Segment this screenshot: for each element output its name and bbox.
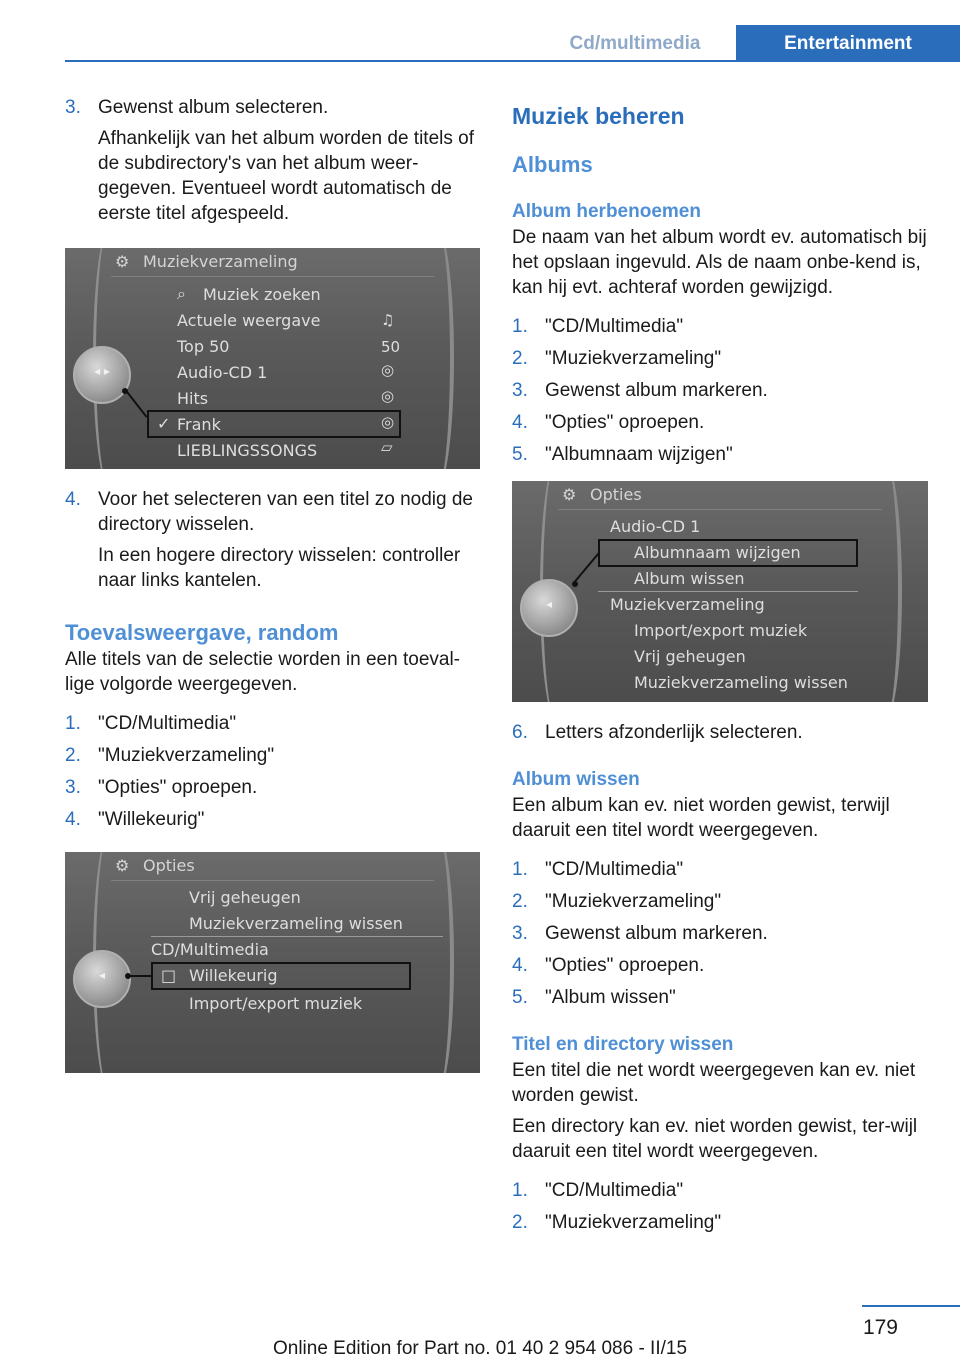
step-text: "Muziekverzameling" bbox=[545, 891, 722, 912]
step-number: 1. bbox=[512, 316, 528, 337]
screen-muziekverzameling bbox=[65, 248, 480, 469]
step-item bbox=[512, 921, 932, 946]
screen-item: LIEBLINGSSONGS bbox=[177, 441, 318, 460]
screen-item: Muziekverzameling bbox=[610, 595, 765, 614]
cd-icon: ◎ bbox=[381, 361, 395, 379]
step-number: 2. bbox=[512, 1212, 528, 1233]
options-icon: ⚙ bbox=[562, 485, 577, 504]
step-item bbox=[65, 743, 480, 768]
screen-item: Vrij geheugen bbox=[189, 888, 301, 907]
step-number: 4. bbox=[65, 809, 81, 830]
screen-item: Audio-CD 1 bbox=[610, 517, 701, 536]
step-item bbox=[65, 775, 480, 800]
step-text: "Opties" oproepen. bbox=[545, 412, 705, 433]
screen-opties-random bbox=[65, 852, 480, 1073]
step-text: "CD/Multimedia" bbox=[98, 713, 237, 734]
step-number: 2. bbox=[65, 745, 81, 766]
screen-item: Vrij geheugen bbox=[634, 647, 746, 666]
screen-title: Opties bbox=[590, 485, 642, 504]
step-item bbox=[65, 807, 480, 832]
step-number: 3. bbox=[512, 923, 528, 944]
step-text: "Opties" oproepen. bbox=[98, 777, 258, 798]
step-number: 1. bbox=[512, 859, 528, 880]
step-number: 4. bbox=[512, 955, 528, 976]
chapter-heading: Muziek beheren bbox=[512, 103, 685, 129]
screen-item: Import/export muziek bbox=[634, 621, 808, 640]
step-number: 5. bbox=[512, 444, 528, 465]
step-number: 3. bbox=[65, 777, 81, 798]
step-item bbox=[512, 985, 932, 1010]
step-item bbox=[512, 378, 932, 403]
step-item bbox=[512, 953, 932, 978]
step-text: Gewenst album markeren. bbox=[545, 923, 768, 944]
step-item bbox=[512, 857, 932, 882]
controller-knob: ◂ ▸ bbox=[73, 346, 131, 404]
screen-item: Muziekverzameling wissen bbox=[634, 673, 848, 692]
step-number: 3. bbox=[65, 97, 81, 118]
paragraph: Een album kan ev. niet worden gewist, terwijl daaruit een titel wordt weergegeven. bbox=[512, 795, 890, 841]
step-item bbox=[65, 711, 480, 736]
paragraph: Een titel die net wordt weergegeven kan ev. niet worden gewist. bbox=[512, 1060, 916, 1106]
step-item bbox=[512, 442, 932, 467]
step-number: 4. bbox=[512, 412, 528, 433]
step-description: In een hogere directory wisselen: controller naar links kantelen. bbox=[98, 545, 461, 591]
subsection-heading: Album herbenoemen bbox=[512, 201, 701, 222]
step-item bbox=[512, 1210, 932, 1235]
step-text: "Opties" oproepen. bbox=[545, 955, 705, 976]
screen-item: Top 50 bbox=[177, 337, 230, 356]
step-title: Gewenst album selecteren. bbox=[98, 97, 329, 118]
screen-item-selected: Albumnaam wijzigen bbox=[634, 543, 801, 562]
step-text: "CD/Multimedia" bbox=[545, 316, 684, 337]
step-description: Voor het selecteren van een titel zo nodig de directory wisselen. bbox=[98, 489, 473, 535]
step-number: 5. bbox=[512, 987, 528, 1008]
edition-footer: Online Edition for Part no. 01 40 2 954 086 - II/15 bbox=[272, 1338, 688, 1359]
screen-item: CD/Multimedia bbox=[151, 940, 269, 959]
screen-title: Muziekverzameling bbox=[143, 252, 298, 271]
step-3 bbox=[65, 95, 480, 226]
header-rule bbox=[65, 60, 960, 62]
top50-badge: 50 bbox=[381, 338, 401, 356]
options-icon: ⚙ bbox=[115, 856, 130, 875]
step-text: "Willekeurig" bbox=[98, 809, 205, 830]
step-text: "Album wissen" bbox=[545, 987, 676, 1008]
step-number: 1. bbox=[65, 713, 81, 734]
screen-item-selected: Frank bbox=[177, 415, 221, 434]
screen-item: Hits bbox=[177, 389, 209, 408]
step-number: 2. bbox=[512, 891, 528, 912]
screen-item: Actuele weergave bbox=[177, 311, 321, 330]
screen-item: Album wissen bbox=[634, 569, 745, 588]
paragraph: Een directory kan ev. niet worden gewist, ter-wijl daaruit een titel wordt weergegeven. bbox=[512, 1116, 918, 1162]
options-icon: ⚙ bbox=[115, 252, 130, 271]
step-text: "Albumnaam wijzigen" bbox=[545, 444, 733, 465]
step-text: "Muziekverzameling" bbox=[545, 348, 722, 369]
folder-icon: ▱ bbox=[381, 438, 393, 456]
step-text: Letters afzonderlijk selecteren. bbox=[545, 722, 803, 743]
header-tab-chapter: Entertainment bbox=[736, 25, 960, 62]
step-text: Gewenst album markeren. bbox=[545, 380, 768, 401]
paragraph: Alle titels van de selectie worden in een toeval-lige volgorde weergegeven. bbox=[65, 649, 461, 695]
section-heading: Albums bbox=[512, 152, 593, 177]
controller-knob: ◂ bbox=[520, 579, 578, 637]
now-playing-icon: ♫ bbox=[381, 311, 395, 329]
step-text: "CD/Multimedia" bbox=[545, 1180, 684, 1201]
step-item bbox=[512, 889, 932, 914]
step-number: 1. bbox=[512, 1180, 528, 1201]
cd-icon: ◎ bbox=[381, 387, 395, 405]
checkbox-icon: □ bbox=[161, 966, 177, 985]
step-text: "Muziekverzameling" bbox=[545, 1212, 722, 1233]
page-number: 179 bbox=[862, 1316, 898, 1339]
step-description: Afhankelijk van het album worden de titels of de subdirectory's van het album weer-gegeven. Eventueel wordt automatisch de eerste titel afgespeeld. bbox=[98, 128, 474, 224]
step-item bbox=[512, 1178, 932, 1203]
step-number: 2. bbox=[512, 348, 528, 369]
step-text: "CD/Multimedia" bbox=[545, 859, 684, 880]
step-item bbox=[512, 314, 932, 339]
step-item bbox=[512, 410, 932, 435]
cd-icon: ◎ bbox=[381, 413, 395, 431]
step-6 bbox=[512, 720, 932, 745]
search-icon: ⌕ bbox=[177, 284, 186, 303]
step-4 bbox=[65, 487, 480, 593]
header-tab-section: Cd/multimedia bbox=[535, 25, 735, 62]
page-number-rule bbox=[862, 1305, 960, 1307]
right-column bbox=[512, 95, 932, 1242]
check-icon: ✓ bbox=[157, 414, 171, 433]
subsection-heading: Titel en directory wissen bbox=[512, 1034, 734, 1055]
step-number: 3. bbox=[512, 380, 528, 401]
step-number: 6. bbox=[512, 722, 528, 743]
left-column bbox=[65, 95, 480, 1091]
paragraph: De naam van het album wordt ev. automatisch bij het opslaan ingevuld. Als de naam onbe-kend is, kan hij evt. achteraf worden gewijzigd. bbox=[512, 227, 927, 298]
section-heading: Toevalsweergave, random bbox=[65, 620, 339, 645]
step-number: 4. bbox=[65, 489, 81, 510]
screen-item-selected: Willekeurig bbox=[189, 966, 278, 985]
screen-item: Muziek zoeken bbox=[203, 285, 321, 304]
controller-knob: ◂ bbox=[73, 950, 131, 1008]
step-text: "Muziekverzameling" bbox=[98, 745, 275, 766]
subsection-heading: Album wissen bbox=[512, 769, 640, 790]
screen-item: Import/export muziek bbox=[189, 994, 363, 1013]
screen-item: Muziekverzameling wissen bbox=[189, 914, 403, 933]
screen-item: Audio-CD 1 bbox=[177, 363, 268, 382]
screen-title: Opties bbox=[143, 856, 195, 875]
screen-opties-album bbox=[512, 481, 928, 702]
step-item bbox=[512, 346, 932, 371]
